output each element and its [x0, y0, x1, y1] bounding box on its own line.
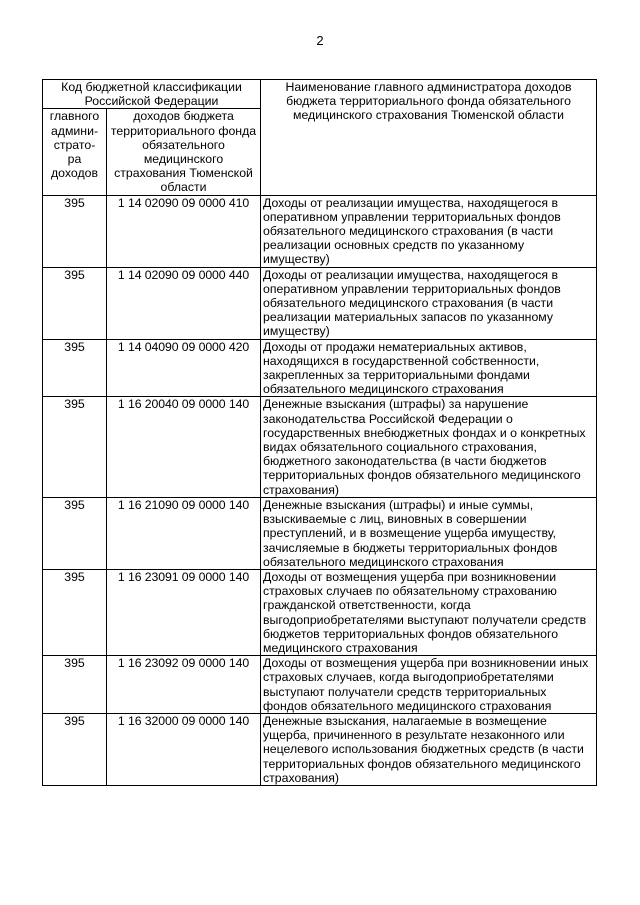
table-row	[43, 713, 597, 785]
income-name-cell: Денежные взыскания (штрафы) за нарушение законодательства Российской Федерации о государственных внебюджетных фондах и о конкретных видах обязательного социального страхования, бюджетного законодательства (в части бюджетов территориальных фондов обязательного медицинского страхования)	[261, 397, 597, 497]
income-name-cell: Доходы от продажи нематериальных активов, находящихся в государственной собственности, закрепленных за территориальными фондами обязательного медицинского страхования	[261, 339, 597, 397]
income-code-cell: 1 16 23092 09 0000 140	[107, 656, 261, 714]
admin-code-cell: 395	[43, 656, 107, 714]
admin-code-cell: 395	[43, 339, 107, 397]
income-name-cell: Денежные взыскания (штрафы) и иные суммы, взыскиваемые с лиц, виновных в совершении преступлений, и в возмещение ущерба имуществу, зачисляемые в бюджеты территориальных фондов обязательного медицинского страхования	[261, 497, 597, 569]
admin-code-cell: 395	[43, 195, 107, 267]
header-name-label: Наименование главного администратора доходов бюджета территориального фонда обязательного медицинского страхования Тюменской области	[261, 80, 597, 196]
income-name-cell: Доходы от возмещения ущерба при возникновении иных страховых случаев, когда выгодоприобретателями выступают получатели средств территориальных фондов обязательного медицинского страхования	[261, 656, 597, 714]
income-code-cell: 1 14 02090 09 0000 440	[107, 267, 261, 339]
income-code-cell: 1 16 23091 09 0000 140	[107, 569, 261, 655]
admin-code-cell: 395	[43, 497, 107, 569]
table-body	[43, 80, 597, 786]
income-code-cell: 1 16 21090 09 0000 140	[107, 497, 261, 569]
budget-classification-table	[42, 79, 597, 786]
header-row-top	[43, 80, 597, 109]
admin-code-cell: 395	[43, 569, 107, 655]
table-row	[43, 497, 597, 569]
income-name-cell: Доходы от возмещения ущерба при возникновении страховых случаев по обязательному страхованию гражданской ответственности, когда выгодоприобретателями выступают получатели средств бюджетов территориальных фондов обязательного медицинского страхования	[261, 569, 597, 655]
admin-code-cell: 395	[43, 397, 107, 497]
income-name-cell: Доходы от реализации имущества, находящегося в оперативном управлении территориальных фондов обязательного медицинского страхования (в части реализации основных средств по указанному имуществу)	[261, 195, 597, 267]
header-group-label: Код бюджетной классификации Российской Федерации	[43, 80, 261, 109]
table-row	[43, 397, 597, 497]
income-code-cell: 1 16 20040 09 0000 140	[107, 397, 261, 497]
table-row	[43, 195, 597, 267]
table-row	[43, 569, 597, 655]
income-code-cell: 1 14 04090 09 0000 420	[107, 339, 261, 397]
admin-code-cell: 395	[43, 267, 107, 339]
income-code-cell: 1 16 32000 09 0000 140	[107, 713, 261, 785]
income-name-cell: Доходы от реализации имущества, находящегося в оперативном управлении территориальных фондов обязательного медицинского страхования (в части реализации материальных запасов по указанному имуществу)	[261, 267, 597, 339]
table-row	[43, 339, 597, 397]
page-number: 2	[316, 33, 324, 48]
header-admin-code-label: главного админи- страто- ра доходов	[43, 109, 107, 195]
income-name-cell: Денежные взыскания, налагаемые в возмещение ущерба, причиненного в результате незаконного или нецелевого использования бюджетных средств (в части территориальных фондов обязательного медицинского страхования)	[261, 713, 597, 785]
admin-code-cell: 395	[43, 713, 107, 785]
table-row	[43, 656, 597, 714]
income-code-cell: 1 14 02090 09 0000 410	[107, 195, 261, 267]
table-row	[43, 267, 597, 339]
header-income-code-label: доходов бюджета территориального фонда обязательного медицинского страхования Тюменской области	[107, 109, 261, 195]
